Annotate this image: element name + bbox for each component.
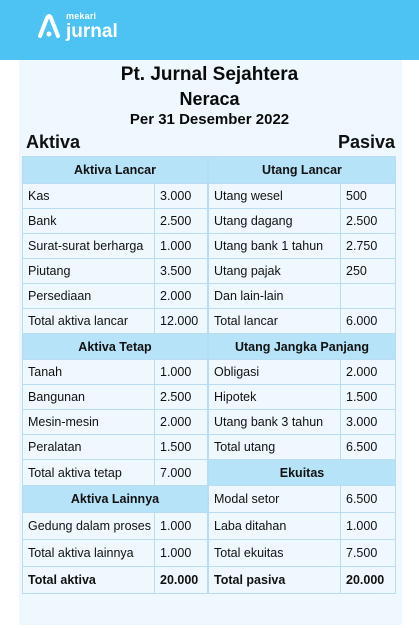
mekari-jurnal-logo-icon [36,14,62,40]
table-row: Obligasi 2.000 [209,360,396,385]
section-header-utang-lancar: Utang Lancar [209,157,396,184]
table-row: Utang pajak 250 [209,259,396,284]
pasiva-heading: Pasiva [337,132,395,152]
report-period: Per 31 Desember 2022 [129,111,290,128]
table-row: Dan lain-lain [209,284,396,309]
section-header-aktiva-lainnya: Aktiva Lainnya [23,486,208,513]
table-row: Gedung dalam proses 1.000 [23,513,208,540]
brand-logo [36,12,118,41]
table-row: Total aktiva lainnya 1.000 [23,540,208,567]
pasiva-table [208,156,396,594]
table-row: Total aktiva lancar 12.000 [23,309,208,334]
table-row: Persediaan 2.000 [23,284,208,309]
table-row: Total lancar 6.000 [209,309,396,334]
section-header-utang-jangka-panjang: Utang Jangka Panjang [209,334,396,360]
table-row: Piutang 3.500 [23,259,208,284]
report-title: Neraca [179,89,240,109]
table-row: Hipotek 1.500 [209,385,396,410]
company-name: Pt. Jurnal Sejahtera [120,64,299,85]
table-row: Total aktiva tetap 7.000 [23,460,208,486]
table-row: Utang bank 1 tahun 2.750 [209,234,396,259]
table-row: Laba ditahan 1.000 [209,513,396,540]
table-row: Tanah 1.000 [23,360,208,385]
table-row: Mesin-mesin 2.000 [23,410,208,435]
table-row: Surat-surat berharga 1.000 [23,234,208,259]
table-row: Bangunan 2.500 [23,385,208,410]
section-header-aktiva-lancar: Aktiva Lancar [23,157,208,184]
table-row: Utang dagang 2.500 [209,209,396,234]
table-row: Utang bank 3 tahun 3.000 [209,410,396,435]
brand-big: jurnal [66,21,118,42]
section-header-aktiva-tetap: Aktiva Tetap [23,334,208,360]
table-row: Kas 3.000 [23,184,208,209]
brand-small: mekari [66,11,97,21]
table-row: Total utang 6.500 [209,435,396,460]
table-row: Modal setor 6.500 [209,486,396,513]
aktiva-table [22,156,208,594]
table-row: Peralatan 1.500 [23,435,208,460]
table-row: Utang wesel 500 [209,184,396,209]
section-header-ekuitas: Ekuitas [209,460,396,486]
table-row: Total ekuitas 7.500 [209,540,396,567]
total-aktiva-row: Total aktiva 20.000 [23,567,208,594]
total-pasiva-row: Total pasiva 20.000 [209,567,396,594]
table-row: Bank 2.500 [23,209,208,234]
header-bar [0,0,419,60]
aktiva-heading: Aktiva [26,132,81,152]
